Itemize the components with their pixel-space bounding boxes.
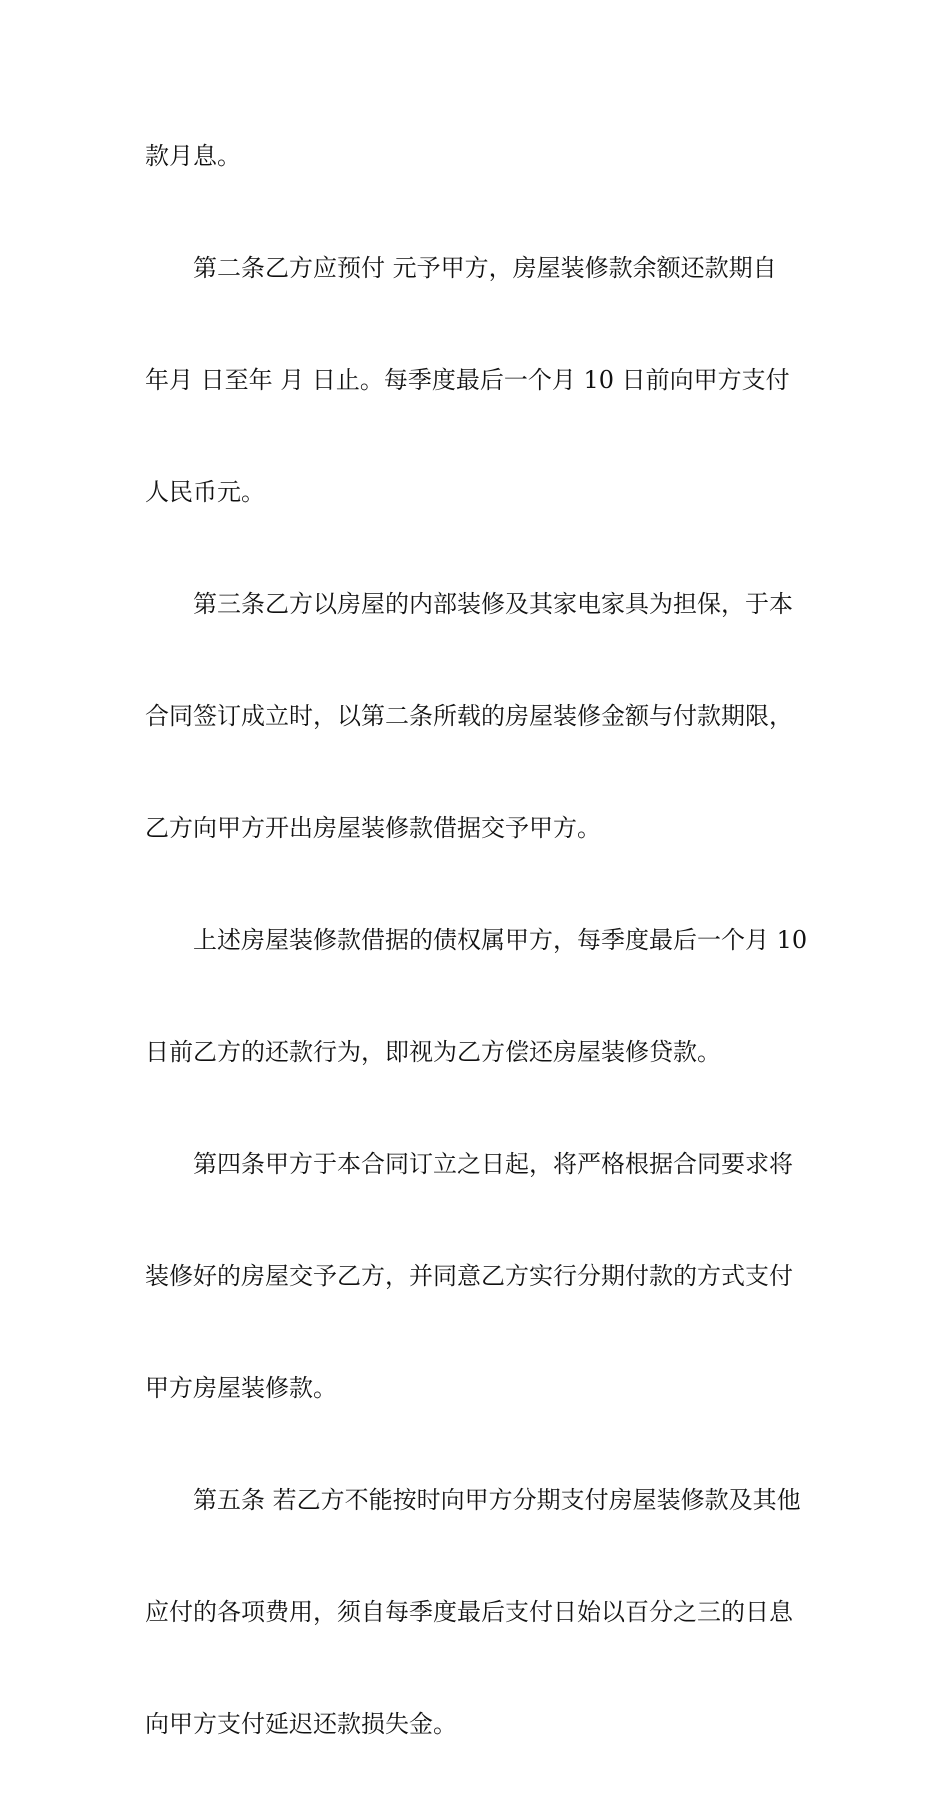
text-line: 乙方向甲方开出房屋装修款借据交予甲方。: [145, 814, 601, 842]
text-line: 日前乙方的还款行为，即视为乙方偿还房屋装修贷款。: [145, 1038, 721, 1066]
text-line-clause-3: 第三条乙方以房屋的内部装修及其家电家具为担保，于本: [193, 590, 793, 618]
text-line: 应付的各项费用，须自每季度最后支付日始以百分之三的日息: [145, 1598, 793, 1626]
text-line: 合同签订成立时，以第二条所载的房屋装修金额与付款期限，: [145, 702, 793, 730]
text-line: 向甲方支付延迟还款损失金。: [145, 1710, 457, 1738]
text-line-paragraph: 上述房屋装修款借据的债权属甲方，每季度最后一个月 10: [193, 926, 808, 954]
text-line: 装修好的房屋交予乙方，并同意乙方实行分期付款的方式支付: [145, 1262, 793, 1290]
contract-text: [145, 128, 817, 1808]
text-line: 款月息。: [145, 142, 241, 170]
text-line: 年月 日至年 月 日止。每季度最后一个月 10 日前向甲方支付: [145, 366, 790, 394]
text-line-clause-4: 第四条甲方于本合同订立之日起，将严格根据合同要求将: [193, 1150, 793, 1178]
text-line-clause-5: 第五条 若乙方不能按时向甲方分期支付房屋装修款及其他: [193, 1486, 801, 1514]
text-line: 人民币元。: [145, 478, 265, 506]
text-line-clause-2: 第二条乙方应预付 元予甲方，房屋装修款余额还款期自: [193, 254, 777, 282]
text-line: 甲方房屋装修款。: [145, 1374, 337, 1402]
